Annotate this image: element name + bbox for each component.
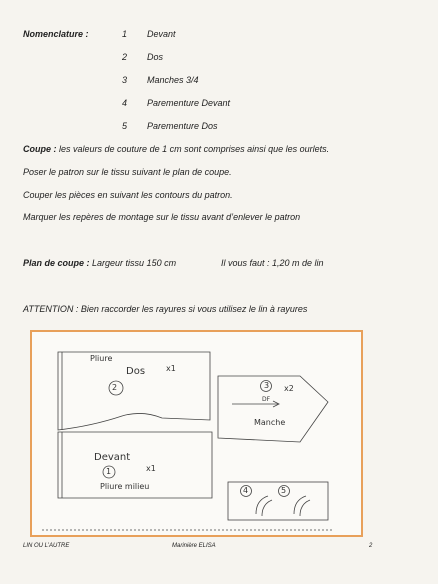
page-number: 2 [369, 543, 373, 549]
manche-number: 3 [264, 381, 270, 390]
fabric-needed: Il vous faut : 1,20 m de lin [221, 258, 324, 268]
manche-name-label: Manche [254, 418, 286, 427]
plan-de-coupe: Plan de coupe : Largeur tissu 150 cm [23, 258, 177, 268]
facing-5-shape-inner [300, 500, 310, 516]
coupe-paragraph: Coupe : les valeurs de couture de 1 cm sont comprises ainsi que les ourlets. [23, 144, 330, 154]
nomenclature-item: 5 Parementure Dos [122, 121, 218, 131]
dos-count-label: x1 [166, 364, 176, 373]
devant-count-label: x1 [146, 464, 156, 473]
nomenclature-item: 3 Manches 3/4 [122, 75, 199, 85]
manche-count-label: x2 [284, 384, 294, 393]
nomenclature-item: 4 Parementure Devant [122, 98, 231, 108]
nomenclature-label: Nomenclature : [23, 29, 89, 39]
instruction-line: Marquer les repères de montage sur le tissu avant d’enlever le patron [23, 212, 301, 222]
facing-4-number: 4 [243, 486, 249, 495]
nomenclature-item: 2 Dos [122, 52, 164, 62]
devant-fold-label: Pliure milieu [100, 482, 150, 491]
facing-4-shape [256, 496, 268, 514]
dos-fold-label: Pliure [90, 354, 113, 363]
instruction-line: Poser le patron sur le tissu suivant le plan de coupe. [23, 167, 232, 177]
dos-piece-outline [58, 352, 210, 430]
attention-note: ATTENTION : Bien raccorder les rayures si vous utilisez le lin à rayures [23, 304, 308, 314]
footer-title: Marinière ELISA [172, 543, 216, 549]
devant-number: 1 [106, 467, 112, 476]
facing-5-number: 5 [281, 486, 287, 495]
devant-name-label: Devant [94, 452, 131, 463]
facing-5-shape [294, 496, 306, 514]
dos-name-label: Dos [126, 366, 146, 377]
dos-number: 2 [112, 383, 118, 392]
grain-arrow-label: DF [262, 396, 271, 403]
facing-4-shape-inner [262, 500, 272, 516]
nomenclature-item: 1 Devant [122, 29, 176, 39]
cutting-layout-diagram [32, 332, 361, 535]
instruction-line: Couper les pièces en suivant les contours du patron. [23, 190, 233, 200]
manche-piece-outline [218, 376, 328, 442]
footer-brand: LIN OU L’AUTRE [23, 543, 70, 549]
cutting-layout-frame [30, 330, 363, 537]
